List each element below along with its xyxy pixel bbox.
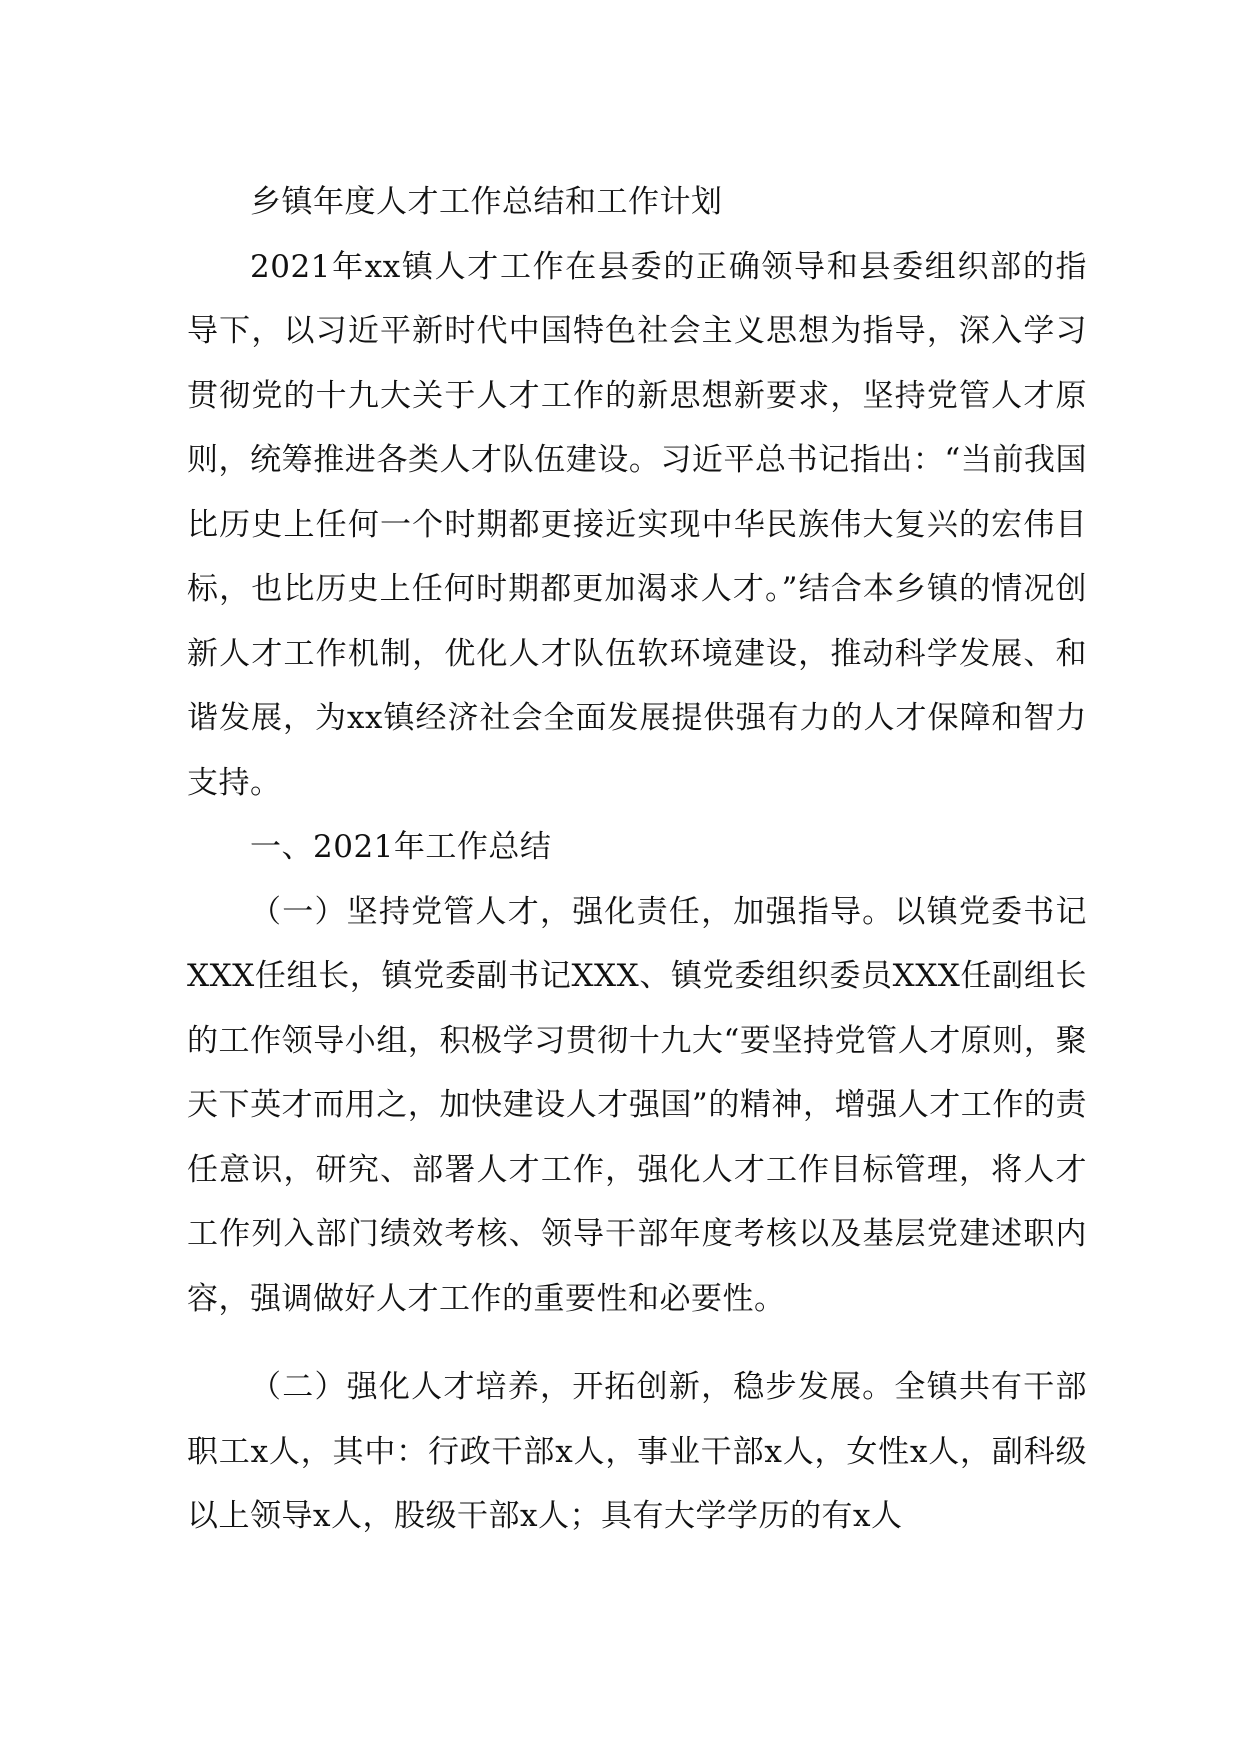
document-title: 乡镇年度人才工作总结和工作计划 [250, 184, 723, 220]
section-heading-summary: 一、2021年工作总结 [250, 829, 552, 865]
paragraph-party-management: （一）坚持党管人才，强化责任，加强指导。以镇党委书记XXX任组长，镇党委副书记XXX、镇党委组织委员XXX任副组长的工作领导小组，积极学习贯彻十九大“要坚持党管人才原则，聚天下英才而用之，加快建设人才强国”的精神，增强人才工作的责任意识，研究、部署人才工作，强化人才工作目标管理，将人才工作列入部门绩效考核、领导干部年度考核以及基层党建述职内容，强调做好人才工作的重要性和必要性。 [187, 893, 1087, 1317]
intro-paragraph: 2021年xx镇人才工作在县委的正确领导和县委组织部的指导下，以习近平新时代中国特色社会主义思想为指导，深入学习贯彻党的十九大关于人才工作的新思想新要求，坚持党管人才原则，统筹推进各类人才队伍建设。习近平总书记指出：“当前我国比历史上任何一个时期都更接近实现中华民族伟大复兴的宏伟目标，也比历史上任何时期都更加渴求人才。”结合本乡镇的情况创新人才工作机制，优化人才队伍软环境建设，推动科学发展、和谐发展，为xx镇经济社会全面发展提供强有力的人才保障和智力支持。 [187, 248, 1087, 801]
document-body [187, 170, 1087, 1549]
paragraph-talent-cultivation: （二）强化人才培养，开拓创新，稳步发展。全镇共有干部职工x人，其中：行政干部x人，事业干部x人，女性x人，副科级以上领导x人，股级干部x人；具有大学学历的有x人 [187, 1369, 1087, 1534]
